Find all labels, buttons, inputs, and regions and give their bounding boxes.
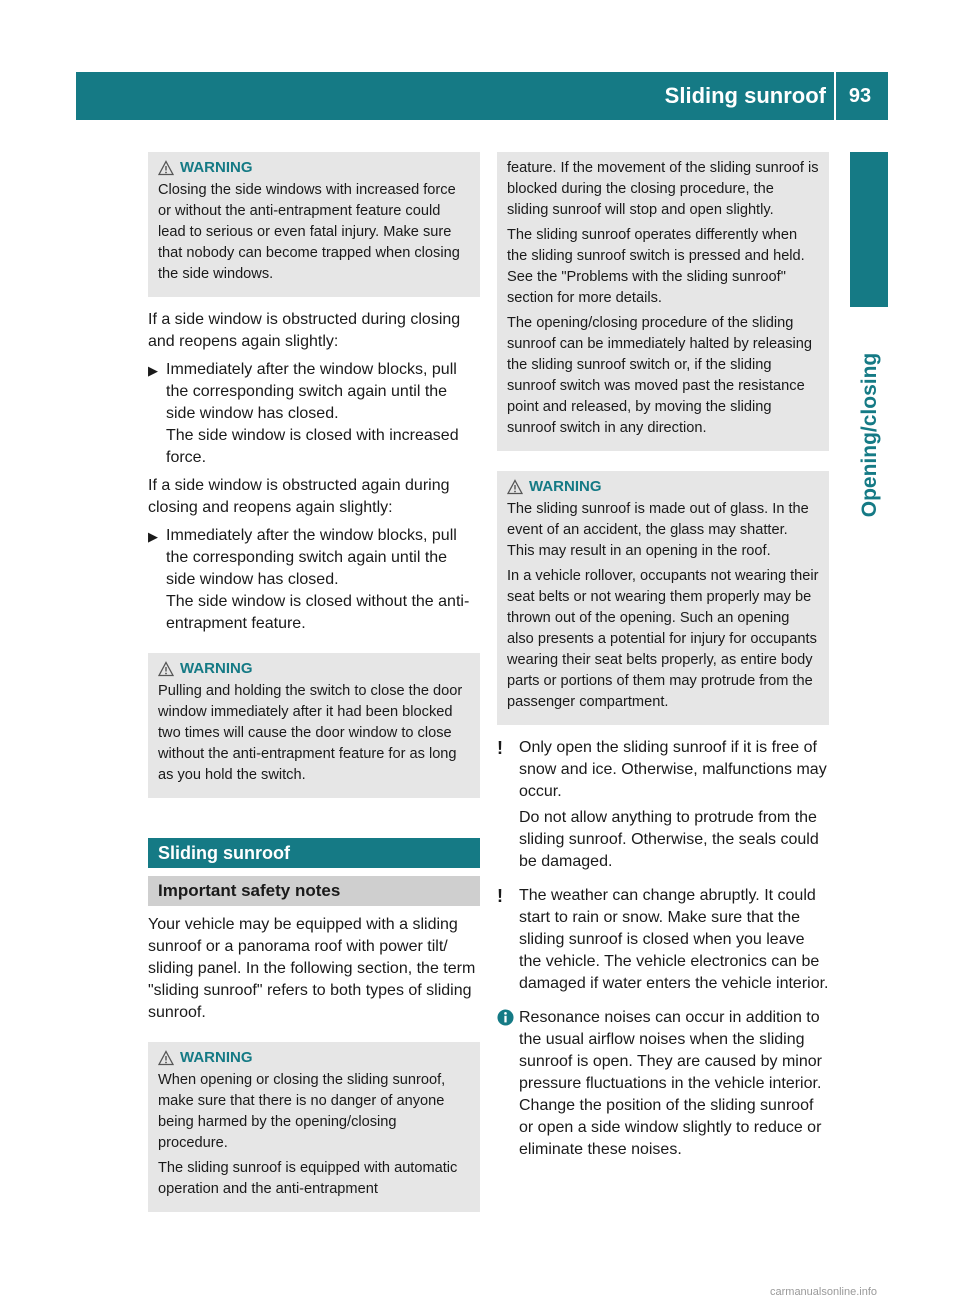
warning-text: The sliding sunroof is made out of glass. In the event of an accident, the glass may shatter. This may result in an opening in the roof.	[507, 501, 809, 559]
warning-text: Closing the side windows with increased force or without the anti-entrapment feature could lead to serious or even fatal injury. Make sure that nobody can become trapped when closing the side windows.	[158, 182, 460, 282]
info-icon	[497, 1009, 514, 1026]
note-text: Only open the sliding sunroof if it is free of snow and ice. Otherwise, malfunctions may occur.	[519, 739, 827, 800]
warning-text: feature. If the movement of the sliding sunroof is blocked during the closing procedure, the sliding sunroof will stop and open slightly.	[507, 160, 819, 218]
header-divider	[834, 72, 836, 120]
note-text: The weather can change abruptly. It could start to rain or snow. Make sure that the sliding sunroof is closed when you leave the vehicle. The vehicle electronics can be damaged if water enters the vehicle interior.	[519, 887, 829, 992]
step-arrow-icon: ▶	[148, 529, 158, 544]
note-text: Resonance noises can occur in addition to the usual airflow noises when the sliding sunroof is open. They are caused by minor pressure fluctuations in the vehicle interior. Change the position of the sliding sunroof or open a side window slightly to reduce or eliminate these noises.	[519, 1009, 822, 1158]
warning-text: The sliding sunroof is equipped with automatic operation and the anti-entrapment	[158, 1160, 458, 1197]
warning-title-text: WARNING	[529, 478, 602, 495]
instruction-step	[148, 525, 480, 635]
warning-triangle-icon	[158, 1050, 174, 1066]
note-text: Do not allow anything to protrude from the sliding sunroof. Otherwise, the seals could be damaged.	[519, 809, 819, 870]
header-section-title: Sliding sunroof	[664, 83, 826, 108]
warning-title	[507, 477, 819, 497]
caution-mark: !	[497, 738, 503, 758]
step-arrow-icon: ▶	[148, 363, 158, 378]
warning-title-text: WARNING	[180, 660, 253, 677]
warning-triangle-icon	[158, 160, 174, 176]
warning-title	[158, 659, 470, 679]
warning-text: The opening/closing procedure of the sliding sunroof can be immediately halted by releasing the sliding sunroof switch or, if the sliding sunroof switch was moved past the resistance point and released, by moving the sliding sunroof switch in any direction.	[507, 315, 813, 436]
caution-note	[497, 885, 829, 999]
subsection-heading: Important safety notes	[148, 876, 480, 906]
caution-note	[497, 737, 829, 877]
warning-text: The sliding sunroof operates differently when the sliding sunroof switch is pressed and held. See the "Problems with the sliding sunroof" section for more details.	[507, 227, 805, 306]
instruction-step	[148, 359, 480, 469]
warning-title	[158, 158, 470, 178]
warning-text: Pulling and holding the switch to close the door window immediately after it had been blocked two times will cause the door window to close without the anti-entrapment feature for as long as you hold the switch.	[158, 683, 463, 783]
section-heading: Sliding sunroof	[148, 838, 480, 868]
side-tab-marker	[850, 152, 888, 307]
right-column	[497, 152, 829, 1173]
warning-text: When opening or closing the sliding sunroof, make sure that there is no danger of anyone being harmed by the opening/closing procedure.	[158, 1072, 446, 1151]
step-text: Immediately after the window blocks, pull the corresponding switch again until the side window has closed.	[166, 527, 457, 588]
paragraph: If a side window is obstructed again during closing and reopens again slightly:	[148, 477, 450, 516]
warning-title-text: WARNING	[180, 1049, 253, 1066]
paragraph: If a side window is obstructed during closing and reopens again slightly:	[148, 311, 461, 350]
warning-title-text: WARNING	[180, 159, 253, 176]
warning-box	[148, 653, 480, 798]
warning-box	[497, 471, 829, 725]
left-column	[148, 152, 480, 1224]
side-tab	[852, 320, 888, 550]
warning-box	[148, 152, 480, 297]
warning-title	[158, 1048, 470, 1068]
warning-triangle-icon	[158, 661, 174, 677]
warning-box-continued	[497, 152, 829, 451]
side-tab-label: Opening/closing	[858, 352, 881, 518]
warning-triangle-icon	[507, 479, 523, 495]
page-header	[76, 72, 888, 120]
page-number: 93	[848, 85, 872, 107]
step-text: Immediately after the window blocks, pull the corresponding switch again until the side window has closed.	[166, 361, 457, 422]
paragraph: Your vehicle may be equipped with a sliding sunroof or a panorama roof with power tilt/ sliding panel. In the following section, the term "sliding sunroof" refers to both types of sliding sunroof.	[148, 916, 476, 1021]
caution-mark: !	[497, 886, 503, 906]
footer-watermark: carmanualsonline.info	[770, 1286, 878, 1298]
warning-box	[148, 1042, 480, 1212]
step-result: The side window is closed without the anti-entrapment feature.	[166, 593, 470, 632]
step-result: The side window is closed with increased force.	[166, 427, 459, 466]
info-note	[497, 1007, 829, 1165]
warning-text: In a vehicle rollover, occupants not wearing their seat belts or not wearing them properly may be thrown out of the opening. Such an opening also presents a potential for injury for occupants wearing their seat belts properly, as entire body parts or portions of them may protrude from the passenger compartment.	[507, 568, 819, 710]
